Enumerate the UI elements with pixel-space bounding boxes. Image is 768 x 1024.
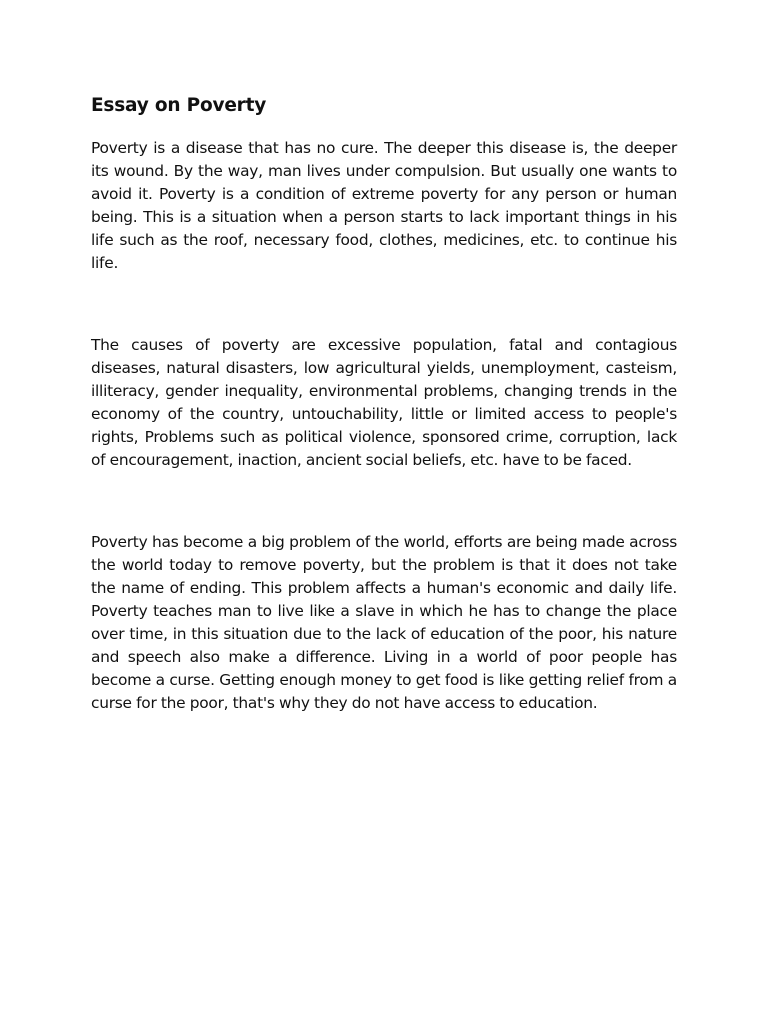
essay-title: Essay on Poverty — [91, 95, 267, 116]
paragraph-1: Poverty is a disease that has no cure. The deeper this disease is, the deeper its wound. By the way, man lives under compulsion. But usually one wants to avoid it. Poverty is a condition of extreme poverty for any person or human being. This is a situation when a person starts to lack important things in his life such as the roof, necessary food, clothes, medicines, etc. to continue his life. — [91, 139, 677, 272]
document-body — [91, 93, 677, 715]
paragraph-3: Poverty has become a big problem of the world, efforts are being made across the world today to remove poverty, but the problem is that it does not take the name of ending. This problem affects a human's economic and daily life. Poverty teaches man to live like a slave in which he has to change the place over time, in this situation due to the lack of education of the poor, his nature and speech also make a difference. Living in a world of poor people has become a curse. Getting enough money to get food is like getting relief from a curse for the poor, that's why they do not have access to education. — [91, 533, 677, 712]
paragraph-2: The causes of poverty are excessive population, fatal and contagious diseases, natural disasters, low agricultural yields, unemployment, casteism, illiteracy, gender inequality, environmental problems, changing trends in the economy of the country, untouchability, little or limited access to people's rights, Problems such as political violence, sponsored crime, corruption, lack of encouragement, inaction, ancient social beliefs, etc. have to be faced. — [91, 336, 677, 469]
